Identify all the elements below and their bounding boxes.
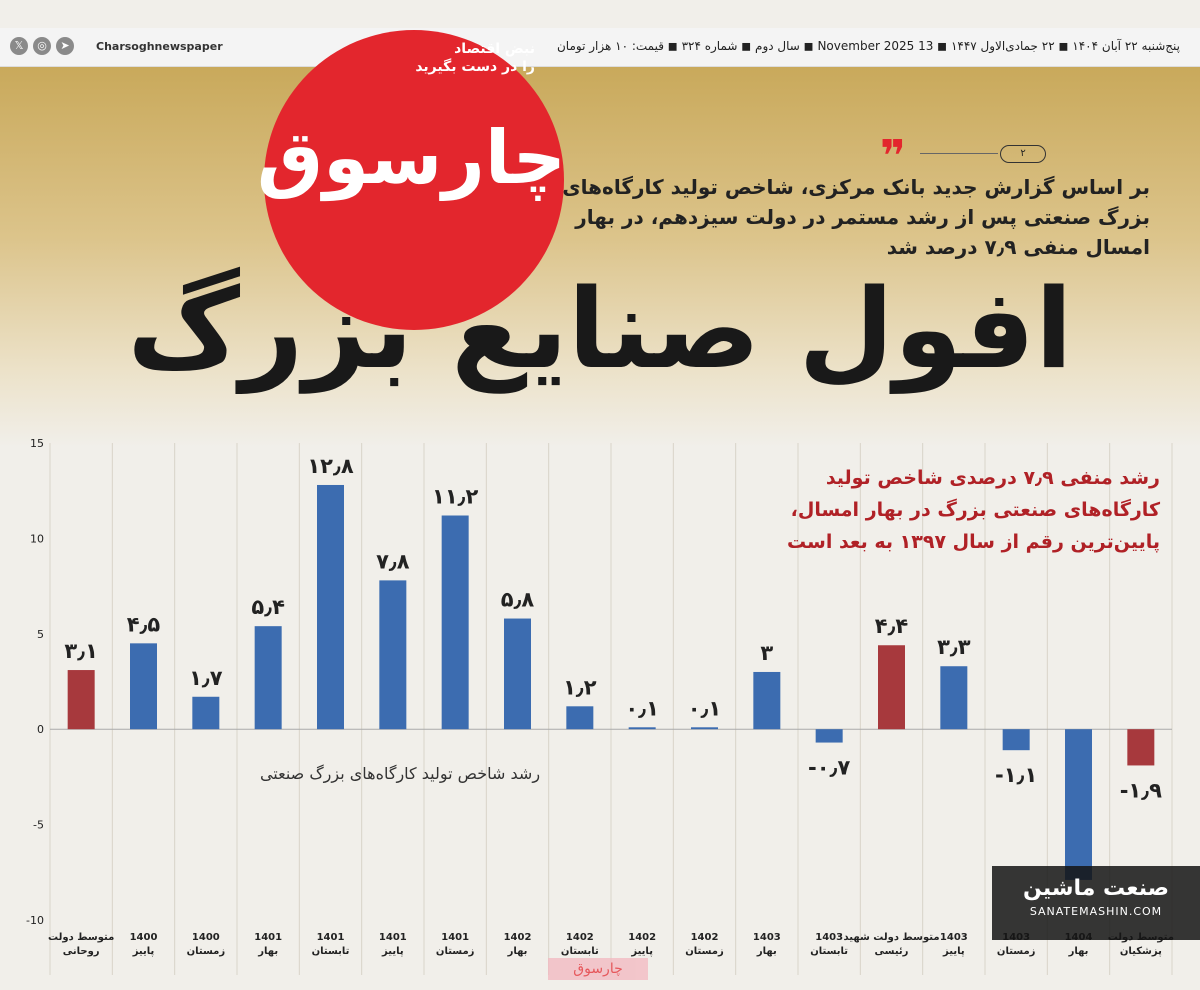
category-label: بهار (1068, 946, 1089, 957)
telegram-icon[interactable]: ➤ (56, 37, 74, 55)
instagram-icon[interactable]: ◎ (33, 37, 51, 55)
bar (753, 672, 780, 729)
site-handle[interactable]: Charsoghnewspaper (96, 40, 223, 53)
data-label: ۱٫۷ (189, 665, 223, 690)
bar (629, 727, 656, 729)
subheadline: رشد منفی ۷٫۹ درصدی شاخص تولید کارگاه‌های صنعتی بزرگ در بهار امسال، پایین‌ترین رقم از سال ۱۳۹۷ به بعد است (787, 467, 1160, 553)
bar (1003, 729, 1030, 750)
data-label: ۵٫۴ (251, 595, 285, 620)
issue-info: پنج‌شنبه ۲۲ آبان ۱۴۰۴ ◼ ۲۲ جمادی‌الاول ۱۴۴۷ ◼ 13 November 2025 ◼ سال دوم ◼ شماره ۳۲۴ ◼ قیمت: ۱۰ هزار تومان (556, 39, 1180, 53)
page-number-badge: ۲ (1000, 145, 1046, 163)
x-icon[interactable]: 𝕏 (10, 37, 28, 55)
category-label: متوسط دولت شهید رئیسی (843, 932, 940, 957)
category-label: 1403 پاییز (939, 932, 968, 957)
data-label: ۳٫۳ (937, 635, 971, 660)
lead-paragraph: بر اساس گزارش جدید بانک مرکزی، شاخص تولید کارگاه‌های بزرگ صنعتی پس از رشد مستمر در دولت سیزدهم، در بهار امسال منفی ۷٫۹ درصد شد (562, 175, 1150, 259)
data-label: ۴٫۵ (126, 612, 161, 637)
y-tick-label: 10 (30, 532, 44, 546)
bar (192, 697, 219, 729)
bar (566, 706, 593, 729)
category-label: 1402 پاییز (628, 932, 657, 957)
slogan-line-2: را در دست بگیرید (415, 59, 535, 75)
bar (691, 727, 718, 729)
category-label: 1402 زمستان (685, 932, 724, 957)
slogan-line-1: نبض اقتصاد (454, 41, 535, 57)
bar (816, 729, 843, 742)
category-label: 1401 بهار (254, 932, 283, 957)
masthead-bar (0, 28, 1200, 67)
data-label: ۳ (760, 640, 774, 665)
stamp: چارسوق (548, 958, 648, 980)
y-tick-label: -5 (33, 818, 44, 832)
category-label: متوسط دولت روحانی (48, 932, 115, 957)
y-tick-label: -10 (26, 914, 44, 927)
bar (940, 666, 967, 729)
watermark-url: SANATEMASHIN.COM (1029, 905, 1163, 918)
series-title: رشد شاخص تولید کارگاه‌های بزرگ صنعتی (259, 763, 541, 783)
y-tick-label: 15 (30, 437, 44, 450)
bar (504, 619, 531, 730)
y-tick-label: 0 (37, 723, 44, 737)
bar (317, 485, 344, 729)
bar (442, 516, 469, 730)
category-label: 1402 بهار (503, 932, 532, 957)
headline: افول صنایع بزرگ (127, 265, 1073, 393)
bar (878, 645, 905, 729)
watermark (992, 866, 1200, 940)
bar (1127, 729, 1154, 765)
category-label: زمستان (996, 946, 1036, 957)
data-label: ۱۲٫۸ (307, 453, 354, 478)
data-label: ۰٫۱ (687, 696, 722, 721)
category-label: 1403 تابستان (810, 932, 849, 957)
data-label: ۳٫۱ (64, 639, 98, 664)
category-label: 1401 زمستان (435, 932, 475, 957)
data-label: ۴٫۴ (874, 614, 909, 639)
category-label: 1402 تابستان (560, 932, 599, 957)
logo: چارسوق (256, 115, 566, 201)
data-label: -۱٫۱ (995, 763, 1038, 788)
category-label: 1400 پاییز (129, 932, 158, 957)
data-label: ۵٫۸ (500, 587, 535, 612)
data-label: ۱٫۲ (563, 675, 597, 700)
data-label: ۷٫۸ (376, 549, 410, 574)
bar (255, 626, 282, 729)
category-label: 1401 پاییز (378, 932, 407, 957)
category-label: پزشکیان (1119, 946, 1162, 957)
divider (920, 153, 998, 154)
data-label: ۱۱٫۲ (432, 484, 479, 509)
data-label: -۱٫۹ (1119, 778, 1162, 803)
data-label: ۰٫۱ (625, 696, 659, 721)
slogan (395, 40, 535, 76)
watermark-name: صنعت ماشین (1023, 876, 1169, 901)
data-label: -۰٫۷ (808, 755, 851, 780)
category-label: 1401 تابستان (311, 932, 350, 957)
category-label: 1403 بهار (752, 932, 781, 957)
bar (130, 643, 157, 729)
category-label: 1400 زمستان (186, 932, 226, 957)
bar (379, 580, 406, 729)
y-tick-label: 5 (37, 627, 44, 641)
bar (68, 670, 95, 729)
quote-icon: ❞ (880, 131, 906, 182)
bar (1065, 729, 1092, 880)
